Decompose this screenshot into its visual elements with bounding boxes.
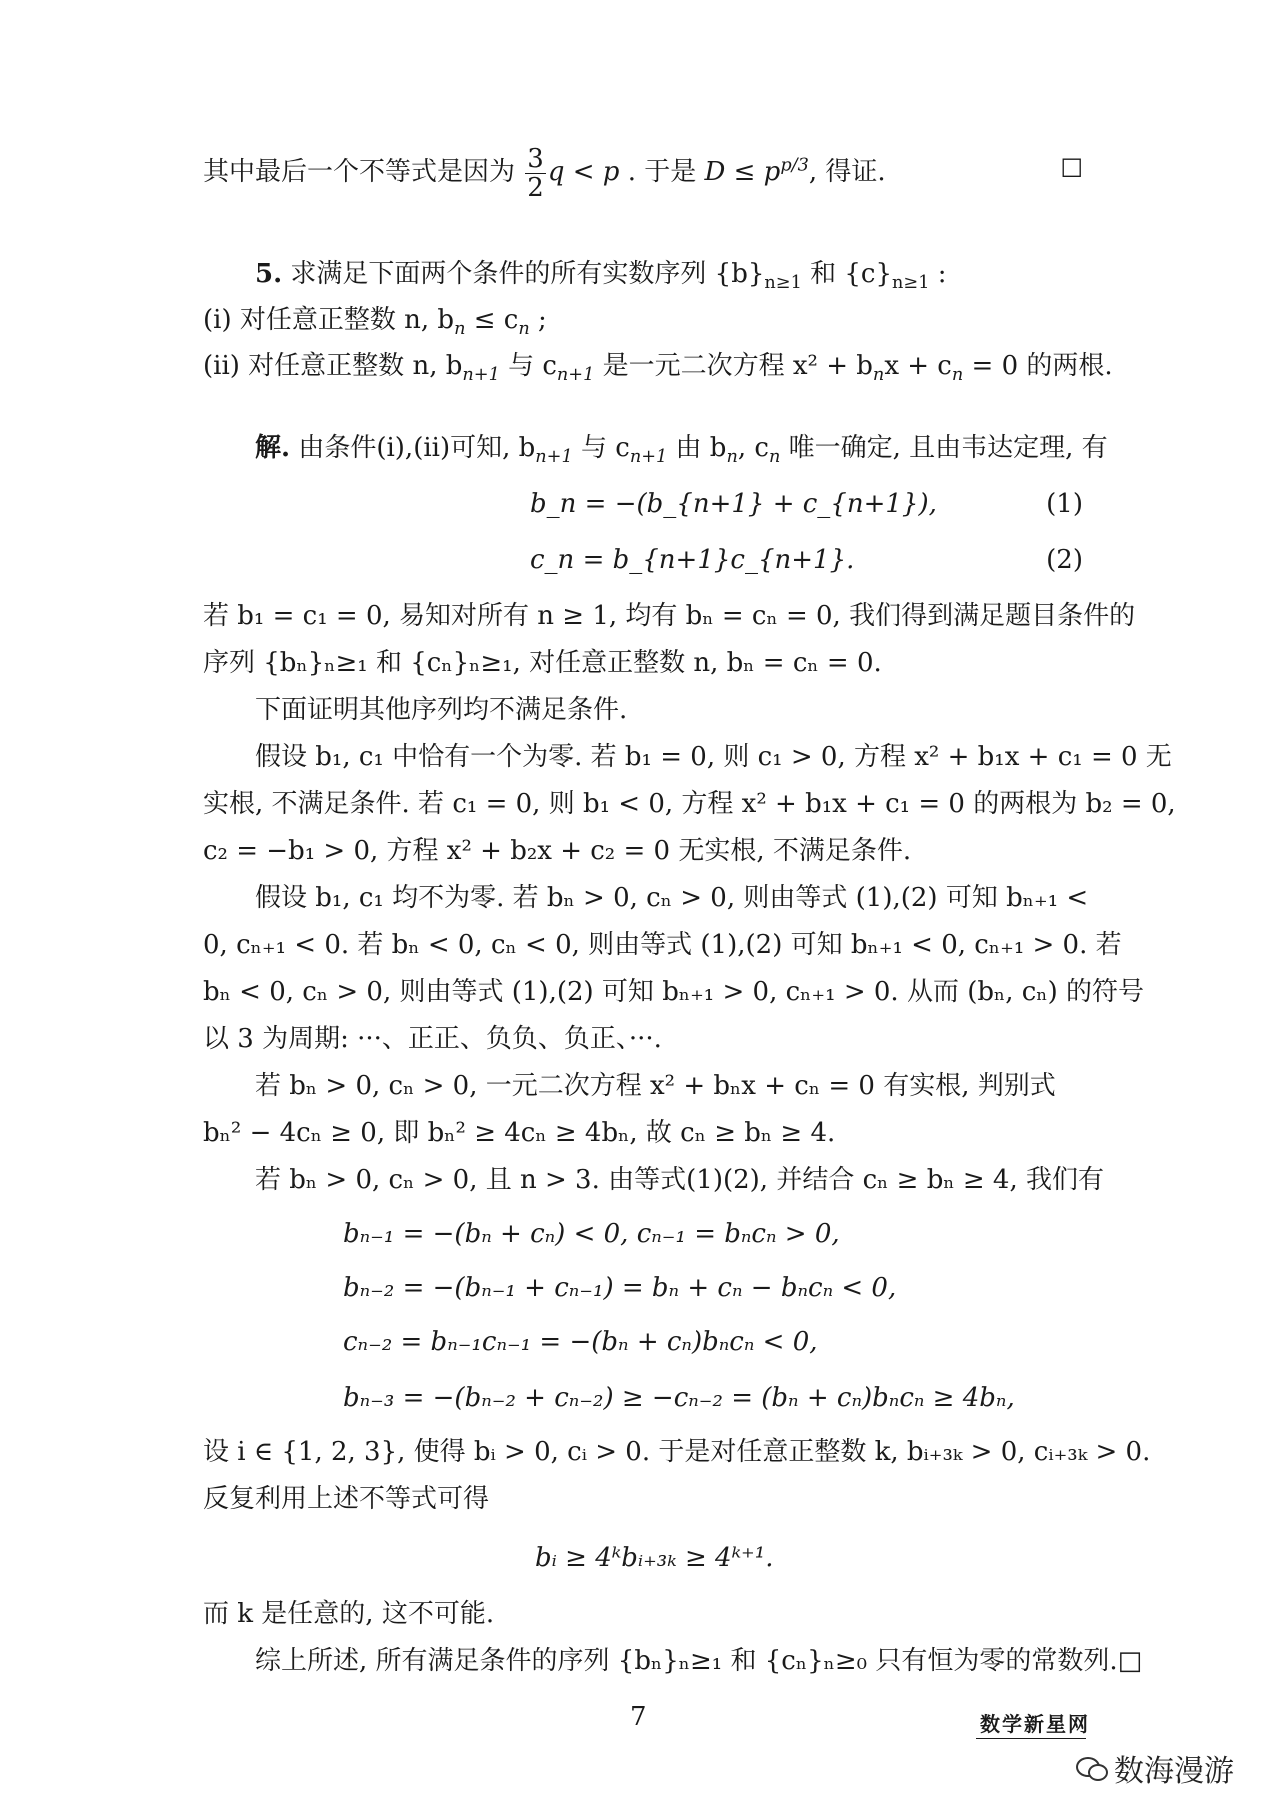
paragraph-line: 假设 b₁, c₁ 均不为零. 若 bₙ > 0, cₙ > 0, 则由等式 (1),(2) 可知 bₙ₊₁ <: [255, 883, 1089, 913]
solution-intro: 解. 由条件(i),(ii)可知, $b_{n+1}$ 与 $c_{n+1}$ 由 $b_n$, $c_n$ 唯一确定, 且由韦达定理, 有: [255, 433, 1108, 468]
text-segment: 和 {c: [801, 259, 876, 289]
paragraph-line: 以 3 为周期: ···、正正、负负、负正、···.: [203, 1024, 662, 1054]
text-segment: 与 c: [572, 433, 630, 463]
paragraph-line: 0, cₙ₊₁ < 0. 若 bₙ < 0, cₙ < 0, 则由等式 (1),(2) 可知 bₙ₊₁ < 0, cₙ₊₁ > 0. 若: [203, 930, 1122, 960]
text-segment: (ii) 对任意正整数 n, b: [203, 351, 463, 381]
problem-number: 5.: [255, 259, 283, 289]
text-segment: ≤ c: [465, 305, 519, 335]
paragraph-line: 若 bₙ > 0, cₙ > 0, 且 n > 3. 由等式(1)(2), 并结合 cₙ ≥ bₙ ≥ 4, 我们有: [255, 1165, 1104, 1195]
text-line-top: [203, 142, 1083, 202]
fraction-numerator: 3: [527, 143, 544, 174]
text-segment: 由 b: [667, 433, 727, 463]
paragraph-line: 实根, 不满足条件. 若 c₁ = 0, 则 b₁ < 0, 方程 x² + b₁x + c₁ = 0 的两根为 b₂ = 0,: [203, 789, 1176, 819]
aligned-equation: bₙ₋₁ = −(bₙ + cₙ) < 0, cₙ₋₁ = bₙcₙ > 0,: [343, 1219, 840, 1249]
text-segment: 求满足下面两个条件的所有实数序列 {b: [290, 259, 748, 289]
footer-rule: [976, 1738, 1086, 1739]
text-segment: , c: [737, 433, 769, 463]
paragraph-line: 假设 b₁, c₁ 中恰有一个为零. 若 b₁ = 0, 则 c₁ > 0, 方程 x² + b₁x + c₁ = 0 无: [255, 742, 1172, 772]
paragraph-line: bₙ < 0, cₙ > 0, 则由等式 (1),(2) 可知 bₙ₊₁ > 0, cₙ₊₁ > 0. 从而 (bₙ, cₙ) 的符号: [203, 977, 1145, 1007]
text-segment: 是一元二次方程 x² + b: [594, 351, 873, 381]
paragraph-line: 设 i ∈ {1, 2, 3}, 使得 bᵢ > 0, cᵢ > 0. 于是对任意正整数 k, bᵢ₊₃ₖ > 0, cᵢ₊₃ₖ > 0.: [203, 1437, 1151, 1467]
math-inline: D ≤ p: [704, 157, 781, 187]
text-segment: 与 c: [499, 351, 557, 381]
text-segment: . 于是: [619, 157, 705, 187]
subscript: n≥1: [892, 273, 930, 294]
aligned-equation: cₙ₋₂ = bₙ₋₁cₙ₋₁ = −(bₙ + cₙ)bₙcₙ < 0,: [343, 1327, 818, 1357]
condition-1: (i) 对任意正整数 n, $b_n \le c_n$ ;: [203, 305, 547, 340]
site-name: 数学新星网: [980, 1712, 1090, 1736]
text-segment: = 0 的两根.: [963, 351, 1113, 381]
problem-statement: 5. 求满足下面两个条件的所有实数序列 $\{b\}_{n\ge 1}$ 和 $\{c\}_{n\ge 1}$ :: [255, 259, 947, 294]
text-segment: ;: [529, 305, 547, 335]
paragraph-line: 而 k 是任意的, 这不可能.: [203, 1599, 495, 1629]
equation-2: c_n = b_{n+1}c_{n+1}.: [530, 545, 855, 575]
text-segment: , 得证.: [808, 157, 886, 187]
math-inline: q < p: [547, 157, 620, 187]
solution-label: 解.: [255, 433, 291, 463]
paragraph-line: 综上所述, 所有满足条件的序列 {bₙ}ₙ≥₁ 和 {cₙ}ₙ≥₀ 只有恒为零的常数列.□: [255, 1646, 1143, 1676]
equation-number-1: (1): [1046, 489, 1083, 519]
wechat-icon: [1076, 1757, 1106, 1779]
text-segment: :: [929, 259, 947, 289]
paragraph-line: 反复利用上述不等式可得: [203, 1484, 490, 1514]
qed-symbol: □: [1060, 152, 1083, 180]
condition-2: (ii) 对任意正整数 n, $b_{n+1}$ 与 $c_{n+1}$ 是一元二次方程 $x^2 + b_nx + c_n = 0$ 的两根.: [203, 351, 1113, 386]
math-exponent: p/3: [780, 155, 809, 176]
paragraph-line: 若 b₁ = c₁ = 0, 易知对所有 n ≥ 1, 均有 bₙ = cₙ = 0, 我们得到满足题目条件的: [203, 601, 1136, 631]
text-segment: 其中最后一个不等式是因为: [203, 157, 516, 187]
paragraph-line: c₂ = −b₁ > 0, 方程 x² + b₂x + c₂ = 0 无实根, 不满足条件.: [203, 836, 912, 866]
text-segment: 由条件(i),(ii)可知, b: [290, 433, 536, 463]
watermark-text: 数海漫游: [1114, 1754, 1234, 1789]
page-number: 7: [630, 1702, 647, 1732]
equation-number-2: (2): [1046, 545, 1083, 575]
text-segment: (i) 对任意正整数 n, b: [203, 305, 455, 335]
equation-3: bᵢ ≥ 4ᵏbᵢ₊₃ₖ ≥ 4ᵏ⁺¹.: [535, 1543, 774, 1573]
paragraph-line: 序列 {bₙ}ₙ≥₁ 和 {cₙ}ₙ≥₁, 对任意正整数 n, bₙ = cₙ = 0.: [203, 648, 882, 678]
equation-1: b_n = −(b_{n+1} + c_{n+1}),: [530, 489, 937, 519]
aligned-equation: bₙ₋₃ = −(bₙ₋₂ + cₙ₋₂) ≥ −cₙ₋₂ = (bₙ + cₙ)bₙcₙ ≥ 4bₙ,: [343, 1383, 1015, 1413]
subscript: n≥1: [764, 273, 802, 294]
text-segment: x + c: [884, 351, 952, 381]
fraction: [525, 145, 546, 202]
text-segment: 唯一确定, 且由韦达定理, 有: [780, 433, 1108, 463]
paragraph-line: 若 bₙ > 0, cₙ > 0, 一元二次方程 x² + bₙx + cₙ = 0 有实根, 判别式: [255, 1071, 1056, 1101]
paragraph-line: 下面证明其他序列均不满足条件.: [255, 695, 628, 725]
aligned-equation: bₙ₋₂ = −(bₙ₋₁ + cₙ₋₁) = bₙ + cₙ − bₙcₙ < 0,: [343, 1273, 897, 1303]
watermark: [1076, 1746, 1234, 1790]
fraction-denominator: 2: [527, 172, 544, 203]
paragraph-line: bₙ² − 4cₙ ≥ 0, 即 bₙ² ≥ 4cₙ ≥ 4bₙ, 故 cₙ ≥ bₙ ≥ 4.: [203, 1118, 836, 1148]
